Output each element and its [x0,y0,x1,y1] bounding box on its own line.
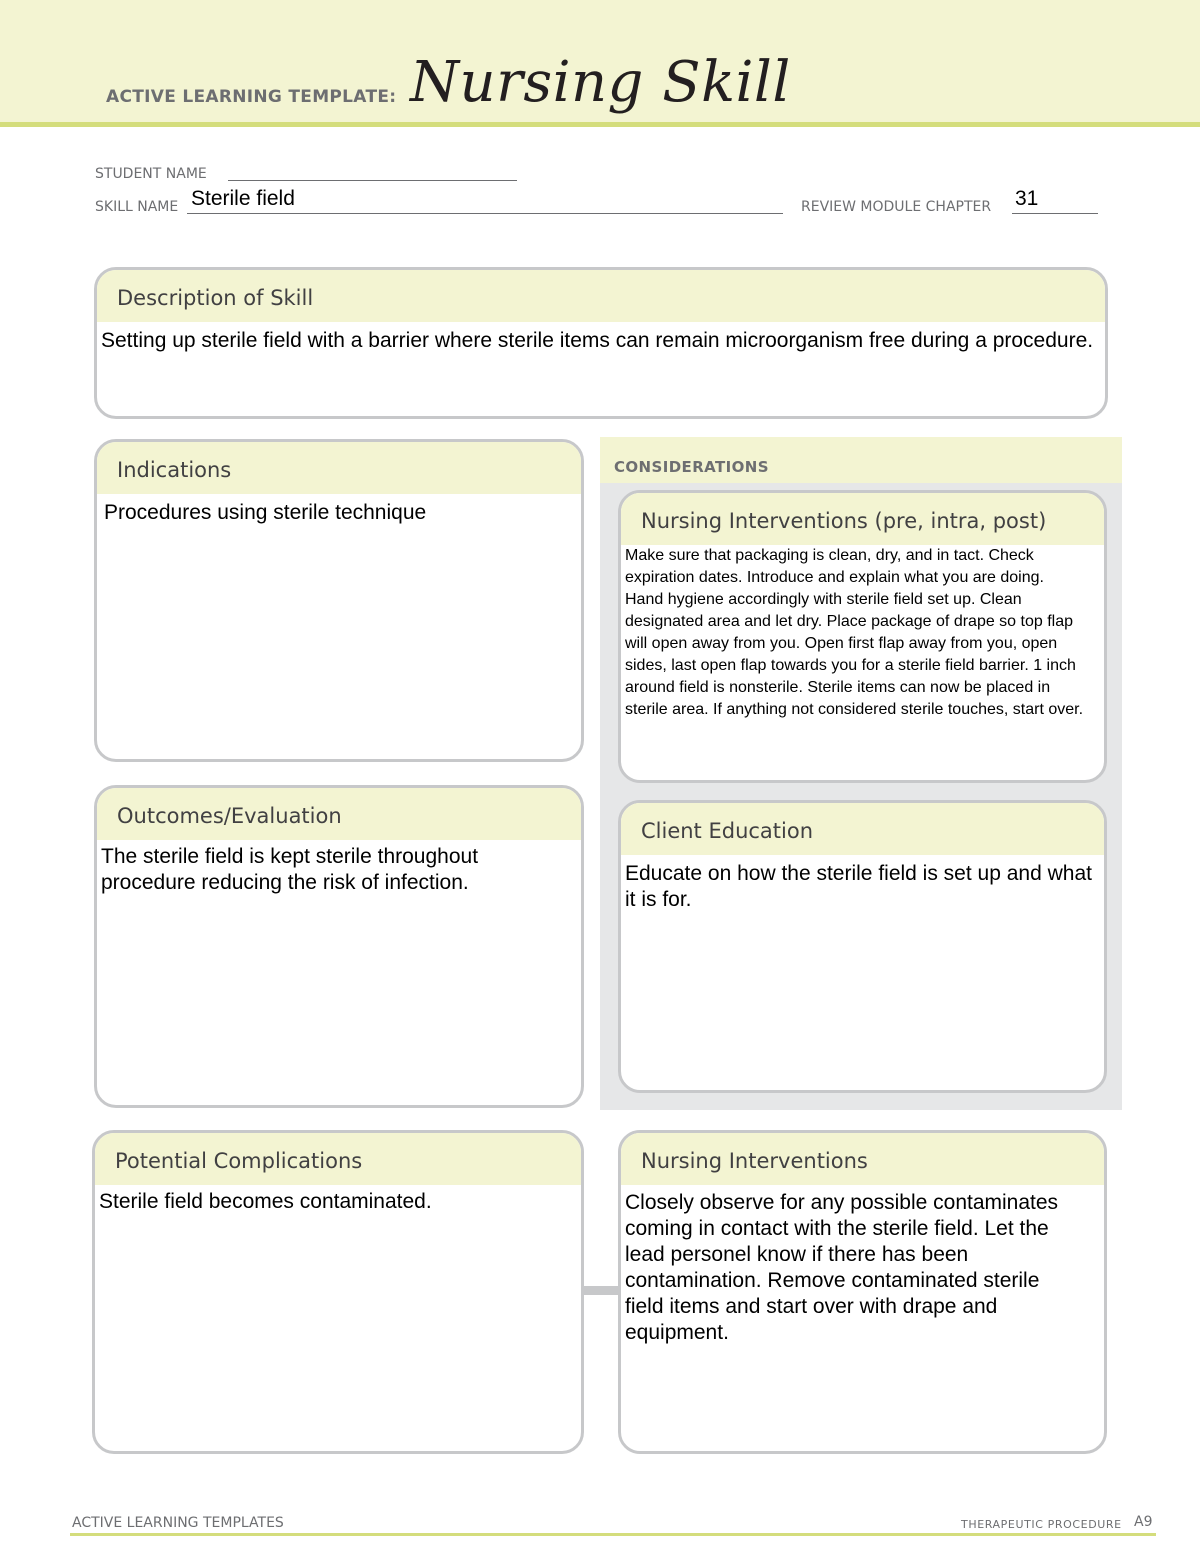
nursing-interventions-title: Nursing Interventions [641,1149,868,1173]
footer-rule [70,1533,1156,1536]
connector-bar [582,1286,622,1295]
considerations-title: CONSIDERATIONS [614,458,769,476]
complications-box [92,1130,584,1454]
nursing-interventions-phases-text[interactable]: Make sure that packaging is clean, dry, and in tact. Check expiration dates. Introduce and explain what you are doing. Hand hygiene accordingly with sterile field set up. Clean designated area and let dry. Place package of drape so top flap will open away from you. Open first flap away from you, open sides, last open flap towards you for a sterile field barrier. 1 inch around field is nonsterile. Sterile items can now be placed in sterile area. If anything not considered sterile touches, start over. [625,547,1084,718]
client-education-text[interactable]: Educate on how the sterile field is set up and what it is for. [625,862,1092,911]
description-box [94,267,1108,419]
footer-left: ACTIVE LEARNING TEMPLATES [72,1515,284,1531]
skill-name-label: SKILL NAME [95,199,179,215]
nursing-interventions-box [618,1130,1107,1454]
footer-page-number: A9 [1134,1514,1153,1530]
student-name-line [228,180,517,181]
indications-title: Indications [117,458,232,482]
chapter-line [1012,213,1098,214]
indications-text[interactable]: Procedures using sterile technique [104,501,427,524]
complications-title: Potential Complications [115,1149,363,1173]
student-name-label: STUDENT NAME [95,166,207,182]
chapter-field[interactable]: 31 [1015,187,1039,210]
outcomes-title: Outcomes/Evaluation [117,804,342,828]
skill-name-line [187,213,783,214]
chapter-label: REVIEW MODULE CHAPTER [801,199,992,215]
outcomes-box [94,785,584,1108]
header-rule [0,122,1200,127]
footer-right: THERAPEUTIC PROCEDURE [961,1518,1122,1531]
client-education-title: Client Education [641,819,814,843]
complications-text[interactable]: Sterile field becomes contaminated. [99,1190,432,1213]
nursing-interventions-phases-title: Nursing Interventions (pre, intra, post) [641,509,1047,533]
template-label: ACTIVE LEARNING TEMPLATE: [106,87,397,107]
outcomes-text[interactable]: The sterile field is kept sterile throughout procedure reducing the risk of infection. [101,845,479,894]
nursing-interventions-phases-box [618,490,1107,783]
skill-name-field[interactable]: Sterile field [191,187,295,210]
template-title: Nursing Skill [410,50,791,115]
description-text[interactable]: Setting up sterile field with a barrier where sterile items can remain microorganism free during a procedure. [101,329,1094,352]
client-education-box [618,800,1107,1093]
nursing-interventions-text[interactable]: Closely observe for any possible contaminates coming in contact with the sterile field. Let the lead personel know if there has been contamination. Remove contaminated sterile field items and start over with drape and equipment. [625,1191,1059,1344]
indications-box [94,439,584,762]
description-title: Description of Skill [117,286,314,310]
